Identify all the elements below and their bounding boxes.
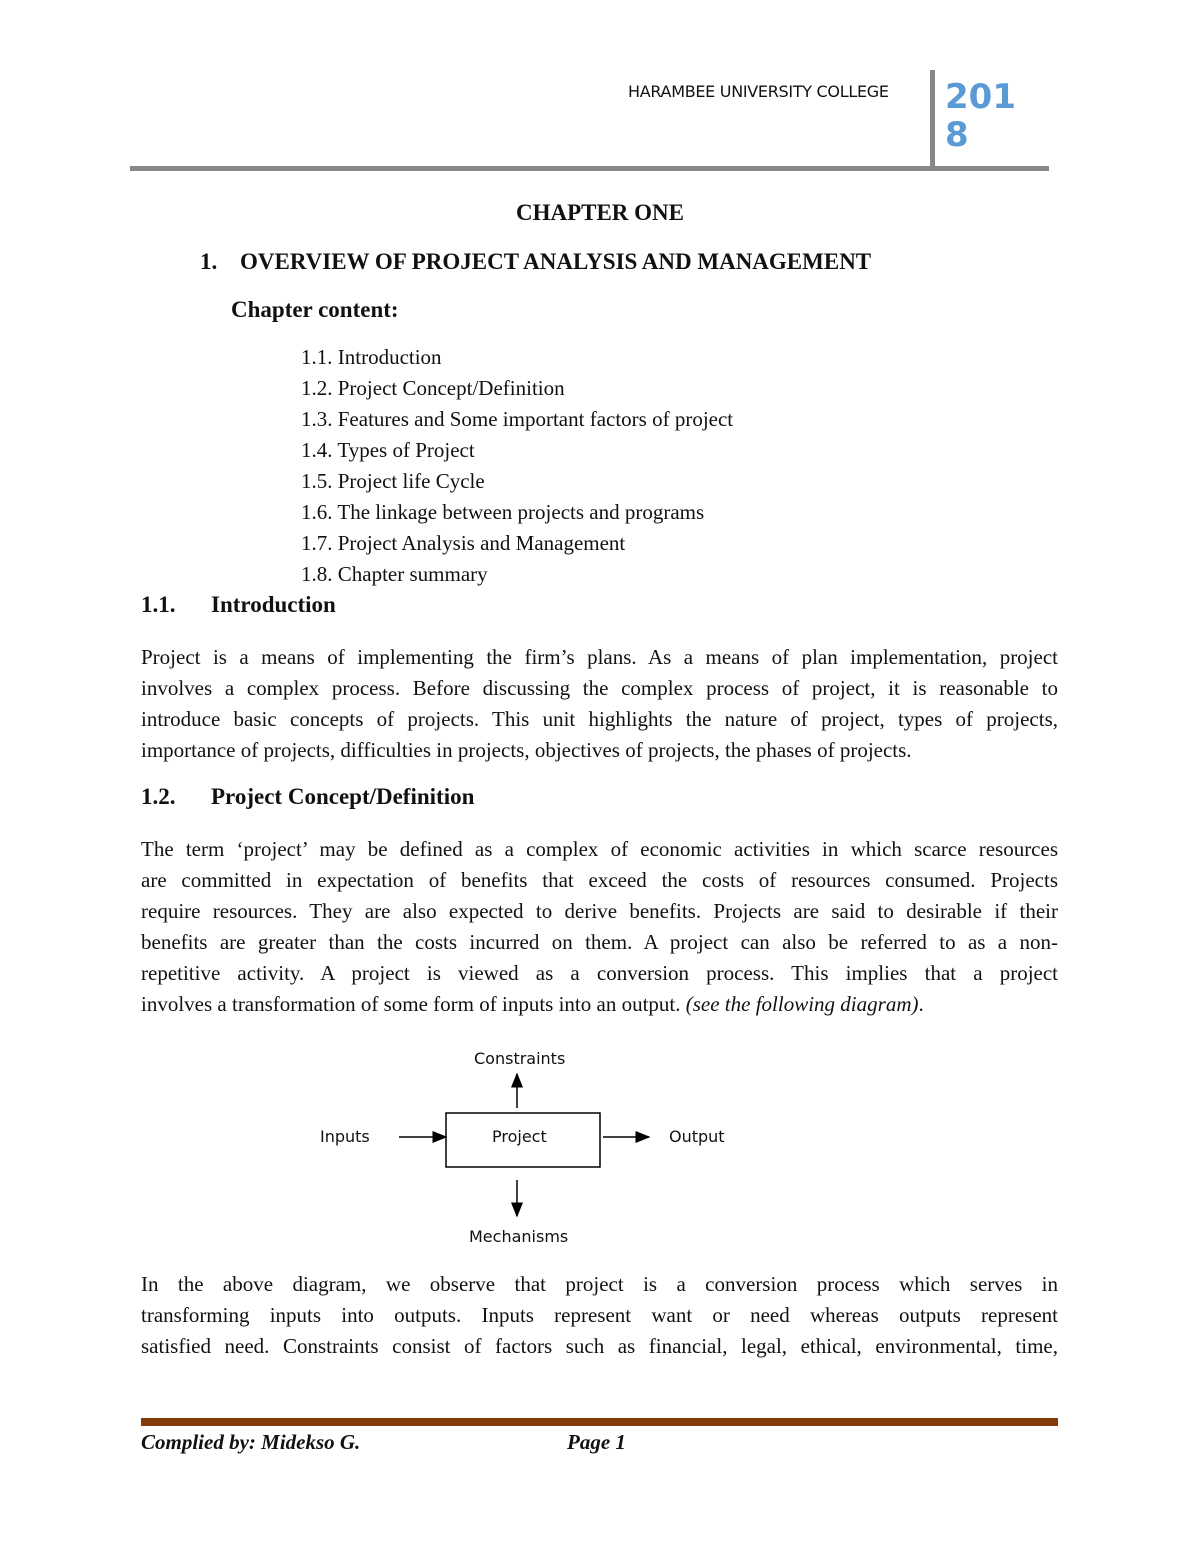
toc-item: 1.2. Project Concept/Definition [301,376,565,400]
diagram-inputs: Inputs [320,1127,370,1146]
diagram-explanation-paragraph [141,1269,1058,1362]
heading-text: OVERVIEW OF PROJECT ANALYSIS AND MANAGEMENT [240,249,872,274]
header-rule [130,166,1049,171]
text-line: repetitive activity. A project is viewed as a conversion process. This implies that a project [141,961,1058,985]
section-number: 1.2. [141,784,176,809]
text-line: involves a complex process. Before discussing the complex process of project, it is reasonable to [141,676,1058,700]
section-title: Introduction [211,592,336,617]
punctuation: . [918,992,924,1016]
section-title: Project Concept/Definition [211,784,475,809]
heading-number: 1. [200,249,218,274]
text-line-start: involves a transformation of some form of inputs into an output. [141,992,681,1016]
definition-paragraph [141,834,1058,1020]
toc-item: 1.1. Introduction [301,345,442,369]
project-conversion-diagram [300,1040,760,1255]
text-line: In the above diagram, we observe that project is a conversion process which serves in [141,1272,1058,1296]
text-line: benefits are greater than the costs incurred on them. A project can also be referred to as a non- [141,930,1058,954]
diagram-reference: (see the following diagram) [685,992,919,1016]
toc-item: 1.7. Project Analysis and Management [301,531,626,555]
introduction-paragraph [141,642,1058,766]
table-of-contents [301,342,733,590]
text-line: importance of projects, difficulties in projects, objectives of projects, the phases of projects. [141,738,912,762]
toc-item: 1.6. The linkage between projects and programs [301,500,705,524]
footer-author: Complied by: Midekso G. [141,1430,361,1454]
section-heading-introduction [141,592,336,618]
text-line: are committed in expectation of benefits that exceed the costs of resources consumed. Projects [141,868,1058,892]
header-divider [930,70,935,170]
chapter-content-label: Chapter content: [231,297,399,322]
text-line: Project is a means of implementing the firm’s plans. As a means of plan implementation, project [141,645,1058,669]
header-institution: HARAMBEE UNIVERSITY COLLEGE [628,82,889,101]
text-line: The term ‘project’ may be defined as a complex of economic activities in which scarce resources [141,837,1058,861]
diagram-project: Project [492,1127,547,1146]
toc-item: 1.3. Features and Some important factors of project [301,407,734,431]
toc-item: 1.5. Project life Cycle [301,469,485,493]
footer-rule [141,1418,1058,1426]
text-line: satisfied need. Constraints consist of factors such as financial, legal, ethical, environmental, time, [141,1334,1058,1358]
diagram-constraints: Constraints [474,1049,566,1068]
text-line: require resources. They are also expected to derive benefits. Projects are said to desirable if their [141,899,1058,923]
main-heading [200,249,871,275]
diagram-output: Output [669,1127,725,1146]
footer-page-number: Page 1 [567,1430,626,1454]
chapter-title: CHAPTER ONE [515,200,685,225]
toc-item: 1.4. Types of Project [301,438,475,462]
section-number: 1.1. [141,592,176,617]
text-line: transforming inputs into outputs. Inputs represent want or need whereas outputs represent [141,1303,1058,1327]
text-line: introduce basic concepts of projects. This unit highlights the nature of project, types of projects, [141,707,1058,731]
toc-item: 1.8. Chapter summary [301,562,488,586]
diagram-mechanisms: Mechanisms [469,1227,569,1246]
header-year: 2018 [945,77,1016,155]
text-line [141,989,1058,1020]
section-heading-definition [141,784,474,810]
